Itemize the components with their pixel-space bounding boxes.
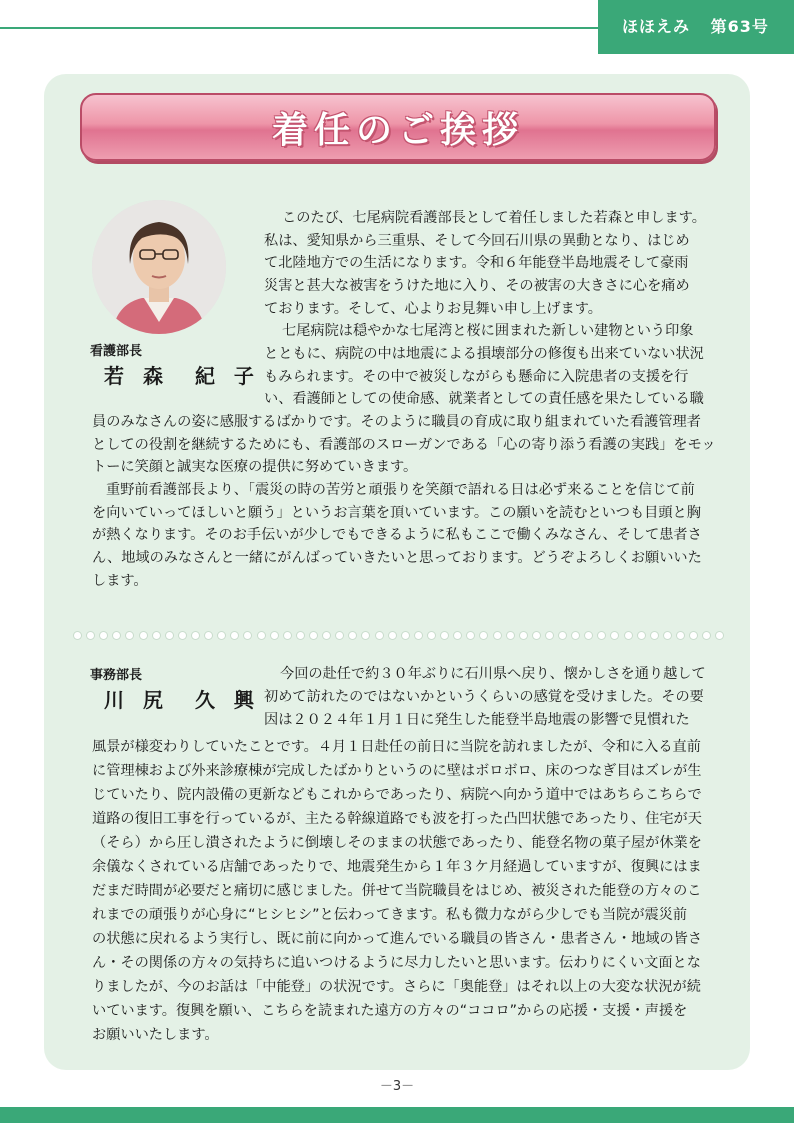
- title-banner: [80, 93, 716, 161]
- text-line: このたび、七尾病院看護部長として着任しました若森と申します。: [282, 210, 706, 226]
- text-line: ん、地域のみなさんと一緒にがんばっていきたいと思っております。どうぞよろしくお願いいた: [92, 550, 702, 566]
- person1-name: 若 森 紀 子: [104, 364, 260, 388]
- text-line: としての役割を継続するためにも、看護部のスローガンである「心の寄り添う看護の実践」をモッ: [92, 437, 716, 453]
- text-line: お願いいたします。: [92, 1027, 219, 1043]
- text-line: 初めて訪れたのではないかというくらいの感覚を受けました。その要: [264, 689, 704, 705]
- text-line: 七尾病院は穏やかな七尾湾と桜に囲まれた新しい建物という印象: [282, 323, 694, 339]
- text-line: 重野前看護部長より、「震災の時の苦労と頑張りを笑顔で語れる日は必ず来ることを信じて前: [106, 482, 695, 498]
- text-line: とともに、病院の中は地震による損壊部分の修復も出来ていない状況: [264, 346, 704, 362]
- text-line: て北陸地方での生活になります。令和６年能登半島地震そして豪雨: [264, 255, 689, 271]
- text-line: りましたが、今のお話は「中能登」の状況です。さらに「奥能登」はそれ以上の大変な状況が続: [92, 979, 701, 995]
- person2-role: 事務部長: [90, 668, 143, 683]
- text-line: い、看護師としての使命感、就業者としての責任感を果たしている職: [264, 391, 704, 407]
- page-title: 着任のご挨拶: [271, 109, 524, 151]
- text-line: に管理棟および外来診療棟が完成したばかりというのに壁はボロボロ、床のつなぎ目はズレが生: [92, 763, 702, 779]
- text-line: します。: [92, 573, 148, 589]
- text-line: の状態に戻れるよう実行し、既に前に向かって進んでいる職員の皆さん・患者さん・地域の皆さ: [92, 931, 703, 947]
- text-line: 道路の復旧工事を行っているが、主たる幹線道路でも波を打った凸凹状態であったり、住宅が天: [92, 811, 702, 827]
- text-line: 因は２０２４年１月１日に発生した能登半島地震の影響で見慣れた: [264, 712, 690, 728]
- text-line: （そら）から圧し潰されたように倒壊しそのままの状態であったり、能登名物の菓子屋が休業を: [92, 835, 702, 851]
- text-line: ん・その関係の方々の気持ちに追いつけるように尽力したいと思います。伝わりにくい文面とな: [92, 955, 701, 971]
- text-line: 余儀なくされている店舗であったりで、地震発生から１年３ケ月経過していますが、復興にはま: [92, 859, 702, 875]
- text-line: を向いていってほしいと願う」というお言葉を頂いています。この願いを読むといつも目頭と胸: [92, 505, 701, 521]
- text-line: だまだ時間が必要だと痛切に感じました。併せて当院職員をはじめ、被災された能登の方々のこ: [92, 883, 702, 899]
- text-line: れまでの頑張りが心身に“ヒシヒシ”と伝わってきます。私も微力ながら少しでも当院が震災前: [92, 907, 688, 923]
- page-number: －3－: [379, 1079, 415, 1094]
- text-line: いています。復興を願い、こちらを読まれた遠方の方々の“ココロ”からの応援・支援・声援を: [92, 1003, 688, 1019]
- portrait-photo: [92, 200, 226, 334]
- issue-number: 第63号: [710, 17, 769, 36]
- person2-name: 川 尻 久 興: [104, 688, 260, 712]
- page-header: [0, 0, 794, 54]
- header-text: [622, 14, 783, 37]
- text-line: 私は、愛知県から三重県、そして今回石川県の異動となり、はじめ: [264, 233, 690, 249]
- footer-bar: [0, 1107, 794, 1123]
- text-line: 災害と甚大な被害をうけた地に入り、その被害の大きさに心を痛め: [264, 278, 690, 294]
- person1-role: 看護部長: [90, 344, 143, 359]
- publication-name: ほほえみ: [622, 17, 691, 36]
- text-line: 今回の赴任で約３０年ぶりに石川県へ戻り、懐かしさを通り越して: [280, 666, 706, 682]
- text-line: ております。そして、心よりお見舞い申し上げます。: [264, 301, 602, 317]
- text-line: 員のみなさんの姿に感服するばかりです。そのように職員の育成に取り組まれていた看護管理者: [92, 414, 701, 430]
- text-line: トーに笑顔と誠実な医療の提供に努めていきます。: [92, 459, 418, 475]
- dotted-divider: [74, 629, 724, 641]
- text-line: もみられます。その中で被災しながらも懸命に入院患者の支援を行: [264, 369, 689, 385]
- text-line: 風景が様変わりしていたことです。４月１日赴任の前日に当院を訪れましたが、令和に入る直前: [92, 739, 701, 755]
- text-line: が熱くなります。そのお手伝いが少しでもできるように私もここで働くみなさん、そして患者さ: [92, 527, 702, 543]
- header-rule: [0, 27, 600, 29]
- text-line: じていたり、院内設備の更新などもこれからであったり、病院へ向かう道中ではあちらこちらで: [92, 787, 702, 803]
